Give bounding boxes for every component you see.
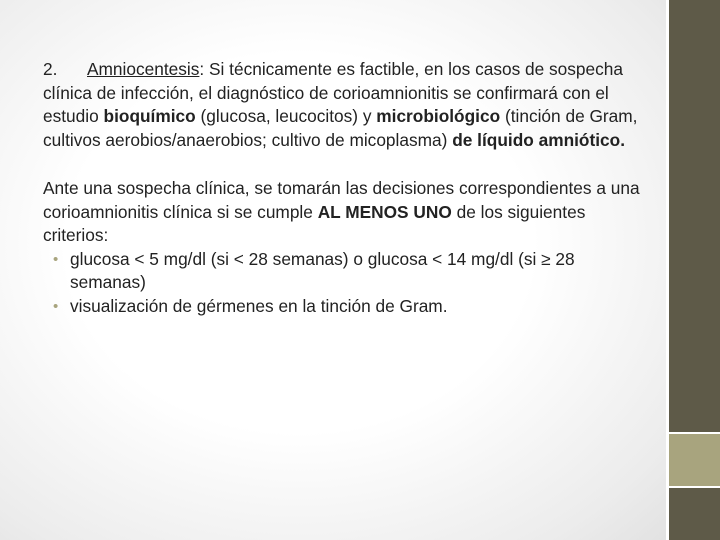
list-item-text: glucosa < 5 mg/dl (si < 28 semanas) o glucosa < 14 mg/dl (si ≥ 28 semanas) [70,248,575,292]
slide-content [43,58,643,318]
paragraph-text: (tinción de Gram, cultivos aerobios/anaerobios; cultivo de micoplasma) [43,106,638,150]
bold-microbiologico: microbiológico [376,106,501,126]
criteria-list [43,248,643,319]
paragraph-text: : Si técnicamente es factible, en los casos de sospecha clínica de infección, el diagnóstico de corioamnionitis se confirmará con el estudio [43,59,624,126]
paragraph-criteria [43,177,643,248]
paragraph-amniocentesis [43,58,643,152]
side-band-bottom [669,488,720,540]
bold-al-menos-uno: AL MENOS UNO [317,201,452,222]
bullet-dot-icon: • [53,297,59,315]
paragraph-text: de los siguientes criterios: [43,201,586,245]
list-item [43,295,643,319]
term-amniocentesis: Amniocentesis [87,59,200,79]
list-item-text: visualización de gérmenes en la tinción de Gram. [70,295,448,316]
side-band-top [669,0,720,432]
bullet-dot-icon: • [53,250,59,268]
paragraph-text: (glucosa, leucocitos) y [195,106,377,126]
bold-liquido-amniotico: de líquido amniótico. [452,129,626,150]
list-item [43,248,643,295]
paragraph-text: Ante una sospecha clínica, se tomarán las decisiones correspondientes a una corioamnionitis clínica si se cumple [43,178,640,222]
side-band-accent [669,434,720,486]
bold-bioquimico: bioquímico [103,106,196,126]
item-number: 2. [43,59,58,79]
